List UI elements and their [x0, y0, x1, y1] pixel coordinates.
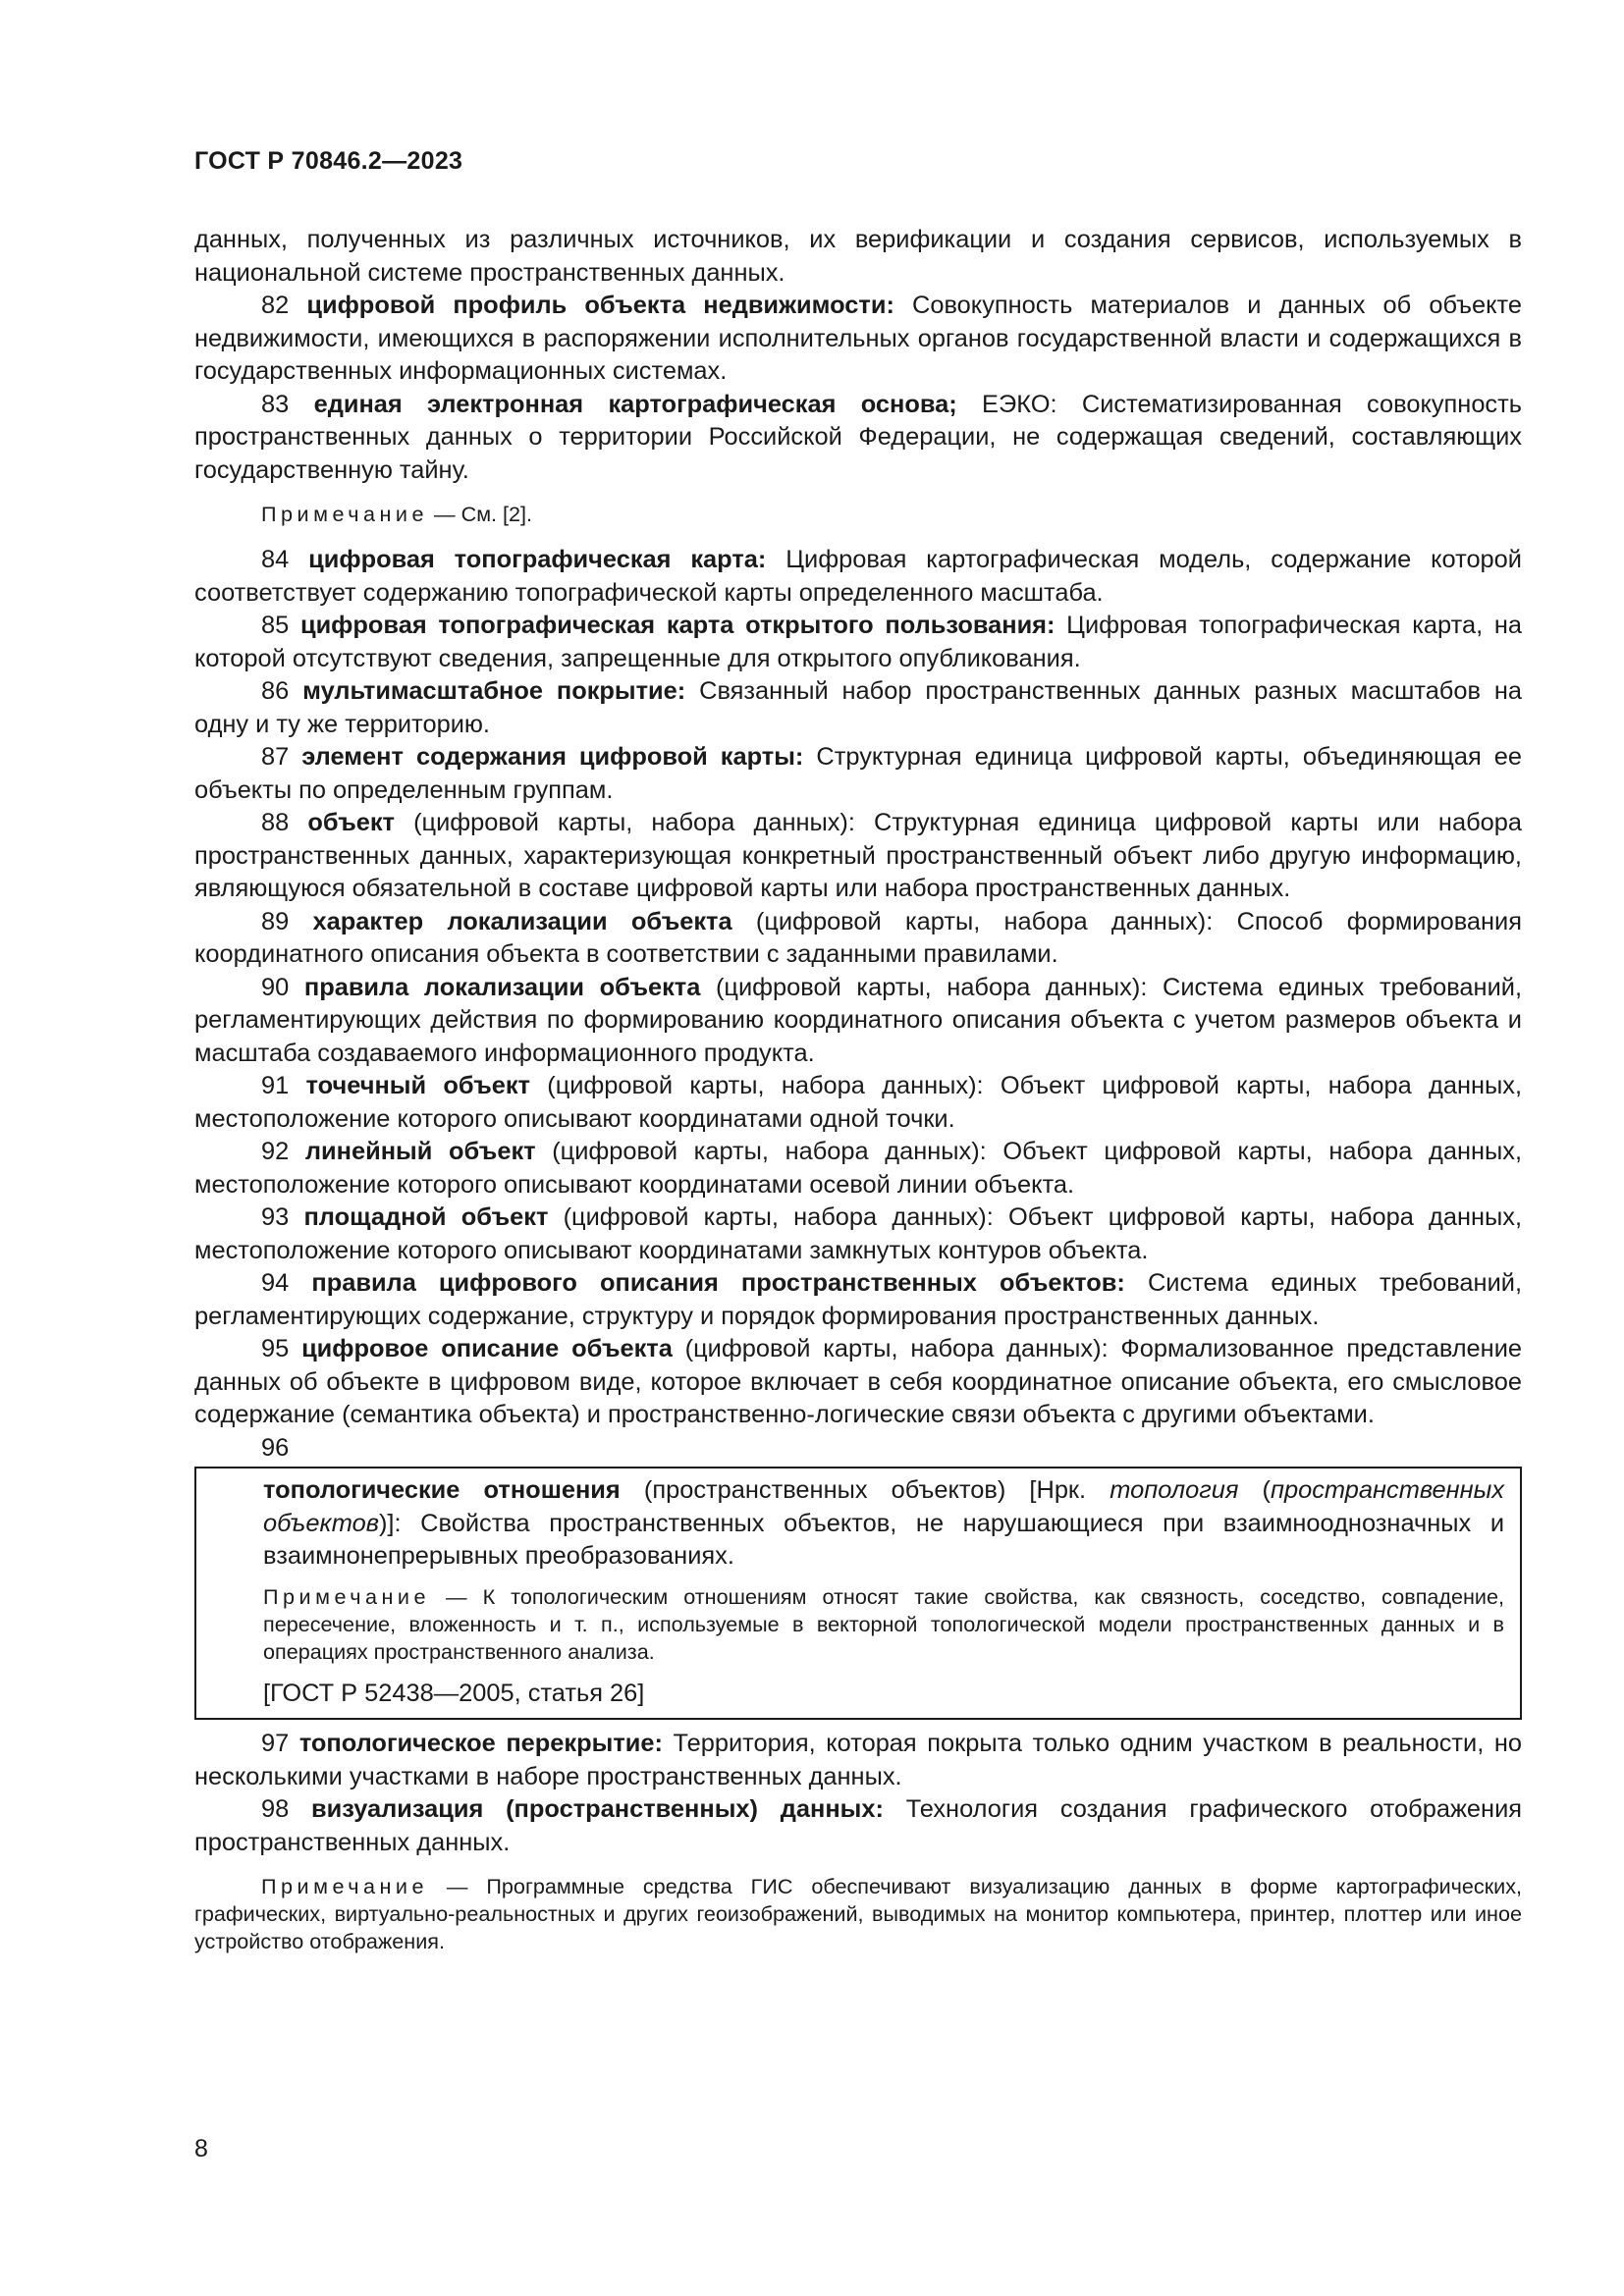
entry-95	[194, 1333, 1522, 1432]
note-label: Примечание	[263, 1583, 430, 1609]
entry-number: 82	[261, 292, 290, 319]
entry-term: объект	[307, 809, 395, 836]
entry-term: топологические отношения	[263, 1476, 621, 1504]
entry-91	[194, 1070, 1522, 1136]
note-dash: —	[428, 1874, 487, 1898]
note-text: См. [2].	[460, 502, 533, 526]
entry-number: 89	[261, 907, 290, 935]
entry-97	[194, 1728, 1522, 1793]
entry-definition: (цифровой карты, набора данных): Способ формирования координатного описания объекта в соответствии с заданными правилами.	[194, 907, 1522, 968]
entry-definition: Технология создания графического отображения пространственных данных.	[194, 1795, 1523, 1856]
entry-term: характер локализации объекта	[312, 907, 732, 935]
entry-definition: (цифровой карты, набора данных): Объект цифровой карты, набора данных, местоположение которого описывают координатами одной точки.	[194, 1072, 1523, 1133]
entry-term: цифровой профиль объекта недвижимости:	[306, 292, 894, 319]
entry-85	[194, 610, 1522, 675]
entry-number: 93	[261, 1203, 290, 1231]
entry-number: 85	[261, 612, 290, 639]
entry-definition: (цифровой карты, набора данных): Система единых требований, регламентирующих действия по формированию координатного описания объекта с учетом размеров объекта и масштаба создаваемого информационного продукта.	[194, 973, 1522, 1067]
deprecated-qualifier: пространственных объектов	[263, 1476, 1504, 1537]
note-98	[194, 1873, 1522, 1955]
entry-term: точечный объект	[305, 1072, 530, 1099]
entry-number: 83	[261, 390, 290, 418]
source-reference: [ГОСТ Р 52438—2005, статья 26]	[263, 1679, 645, 1707]
entry-term: мультимасштабное покрытие:	[302, 677, 686, 705]
entry-definition: Система единых требований, регламентирующих содержание, структуру и порядок формирования пространственных данных.	[194, 1269, 1522, 1330]
entry-definition: Совокупность материалов и данных об объекте недвижимости, имеющихся в распоряжении исполнительных органов государственной власти и содержащихся в государственных информационных системах.	[194, 292, 1523, 385]
term-qualifier: (пространственных объектов) [Нрк.	[620, 1476, 1110, 1504]
entry-number: 92	[261, 1138, 290, 1165]
entry-86	[194, 675, 1522, 741]
entry-definition: Структурная единица цифровой карты, объединяющая ее объекты по определенным группам.	[194, 743, 1522, 804]
entry-94	[194, 1267, 1522, 1333]
entry-term: цифровая топографическая карта:	[308, 546, 767, 573]
entry-term: визуализация (пространственных) данных:	[311, 1795, 884, 1823]
note-text: К топологическим отношениям относят такие свойства, как связность, соседство, совпадение, пересечение, вложенность и т. п., используемые в векторной топологической модели пространственных данных и в операциях пространственного анализа.	[263, 1583, 1505, 1664]
note-text: Программные средства ГИС обеспечивают визуализацию данных в форме картографических, графических, виртуально-реальностных и других геоизображений, выводимых на монитор компьютера, принтер, плоттер или иное устройство отображения.	[194, 1874, 1523, 1953]
entry-term: площадной объект	[303, 1203, 549, 1231]
boxed-term-definition	[263, 1474, 1504, 1574]
entry-88	[194, 807, 1522, 906]
intro-paragraph: данных, полученных из различных источников, их верификации и создания сервисов, используемых в национальной системе пространственных данных.	[194, 226, 1522, 287]
entry-definition: (цифровой карты, набора данных): Формализованное представление данных об объекте в цифровом виде, которое включает в себя координатное описание объекта, его смысловое содержание (семантика объекта) и пространственно-логические связи объекта с другими объектами.	[194, 1335, 1523, 1428]
entry-term: правила локализации объекта	[303, 973, 701, 1001]
deprecated-term: топология	[1110, 1476, 1239, 1504]
entry-number: 84	[261, 546, 290, 573]
entry-definition: ЕЭКО: Систематизированная совокупность пространственных данных о территории Российской Федерации, не содержащая сведений, составляющих государственную тайну.	[194, 390, 1522, 484]
entry-84	[194, 544, 1522, 610]
entry-definition: Свойства пространственных объектов, не нарушающиеся при взаимнооднозначных и взаимнонепрерывных преобразованиях.	[263, 1509, 1505, 1570]
entry-90	[194, 972, 1522, 1071]
entry-definition: (цифровой карты, набора данных): Объект цифровой карты, набора данных, местоположение которого описывают координатами осевой линии объекта.	[194, 1138, 1522, 1199]
entry-96-number: 96	[261, 1433, 290, 1462]
note-dash: —	[430, 1583, 483, 1609]
boxed-term-96	[194, 1467, 1522, 1720]
entry-definition: Цифровая топографическая карта, на которой отсутствуют сведения, запрещенные для открытого опубликования.	[194, 612, 1522, 672]
entry-term: цифровая топографическая карта открытого пользования:	[299, 612, 1056, 639]
entry-term: элемент содержания цифровой карты:	[301, 743, 804, 771]
note-83	[194, 501, 1522, 528]
entry-number: 90	[261, 973, 290, 1001]
entry-82	[194, 290, 1522, 389]
entry-definition: Цифровая картографическая модель, содержание которой соответствует содержанию топографической карты определенного масштаба.	[194, 546, 1522, 607]
entry-term: правила цифрового описания пространственных объектов:	[311, 1269, 1125, 1297]
entry-number: 95	[261, 1335, 290, 1362]
deprecated-close: )]:	[378, 1509, 421, 1537]
entry-83	[194, 389, 1522, 488]
entry-number: 88	[261, 809, 290, 836]
entry-number: 86	[261, 677, 290, 705]
entry-87	[194, 741, 1522, 807]
entry-term: линейный объект	[304, 1138, 536, 1165]
entry-93	[194, 1201, 1522, 1267]
note-label: Примечание	[261, 1874, 428, 1898]
deprecated-qual-open: (	[1238, 1476, 1272, 1504]
entry-number: 97	[261, 1730, 290, 1757]
entry-definition: (цифровой карты, набора данных): Объект цифровой карты, набора данных, местоположение которого описывают координатами замкнутых контуров объекта.	[194, 1203, 1522, 1264]
entry-89	[194, 906, 1522, 972]
note-96	[263, 1583, 1504, 1666]
entry-number: 91	[261, 1072, 290, 1099]
note-label: Примечание	[261, 502, 428, 526]
entry-definition: (цифровой карты, набора данных): Структурная единица цифровой карты или набора пространственных данных, характеризующая конкретный пространственный объект либо другую информацию, являющуюся обязательной в составе цифровой карты или набора пространственных данных.	[194, 809, 1522, 902]
entry-number: 98	[261, 1795, 290, 1823]
entry-definition: Связанный набор пространственных данных разных масштабов на одну и ту же территорию.	[194, 677, 1522, 738]
entry-term: топологическое перекрытие:	[298, 1730, 663, 1757]
page-number: 8	[194, 2135, 208, 2163]
entry-term: цифровое описание объекта	[301, 1335, 673, 1362]
page-content	[194, 224, 1522, 1971]
entry-92	[194, 1136, 1522, 1201]
entry-98	[194, 1793, 1522, 1859]
page-header-standard: ГОСТ Р 70846.2—2023	[194, 147, 463, 175]
entry-number: 94	[261, 1269, 290, 1297]
entry-number: 87	[261, 743, 290, 771]
entry-definition: Территория, которая покрыта только одним участком в реальности, но несколькими участками в наборе пространственных данных.	[194, 1730, 1522, 1790]
entry-term: единая электронная картографическая основа;	[313, 390, 957, 418]
note-dash: —	[428, 502, 461, 526]
